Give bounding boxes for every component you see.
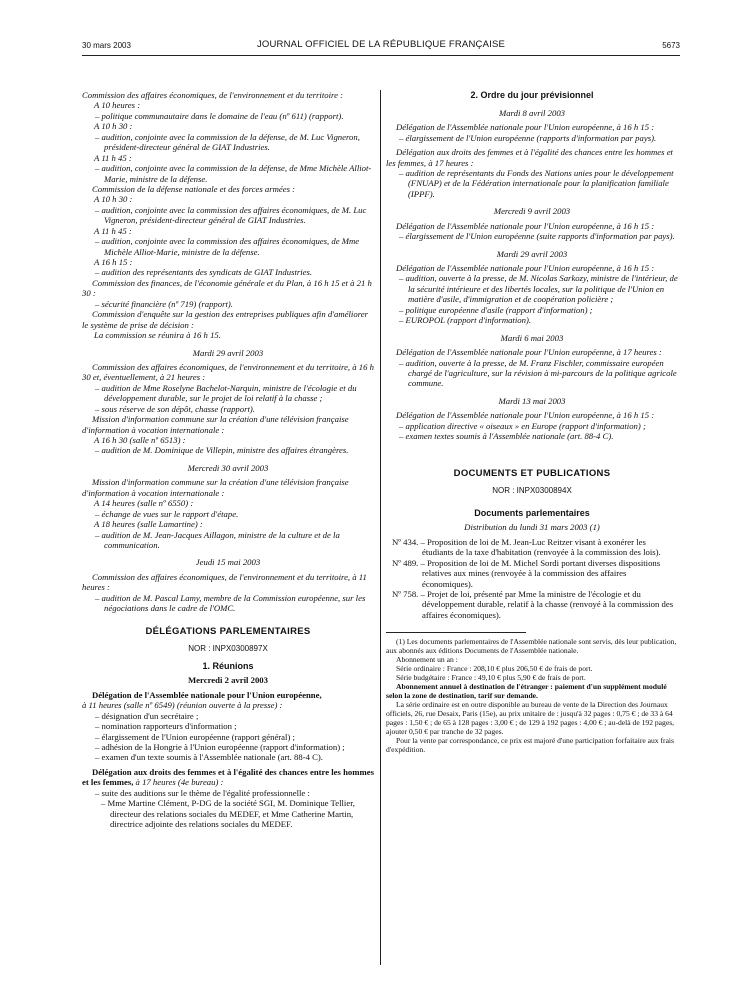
nor-reference: NOR : INPX0300894X (492, 486, 572, 495)
agenda-note: La commission se réunira à 16 h 15. (94, 330, 221, 341)
document-entry: Nº 434. – Proposition de loi de M. Jean-Luc Reitzer visant à exonérer les étudiants de la taxe d'habitation (renvoyée à la commission des lois). (392, 536, 661, 558)
date-heading: Mardi 13 mai 2003 (498, 395, 566, 406)
left-column (82, 90, 374, 829)
meeting-time: à 11 heures (salle nº 6549) (réunion ouverte à la presse) : (82, 700, 283, 711)
date-heading: Mercredi 9 avril 2003 (493, 206, 571, 217)
date-heading: Mardi 8 avril 2003 (498, 107, 566, 118)
document-entry: Nº 489. – Proposition de loi de M. Michel Sordi portant diverses dispositions relatives aux mines (renvoyée à la commission des affaires économiques). (392, 557, 661, 589)
nor-reference: NOR : INPX0300897X (188, 643, 268, 653)
agenda-subitem: – Mme Martine Clément, P-DG de la société SGI, M. Dominique Tellier, directeur des relations sociales du MEDEF, et Mme Catherine Martin, directrice adjointe des relations sociales du MEDEF. (101, 798, 355, 830)
agenda-item: – audition de M. Dominique de Villepin, ministre des affaires étrangères. (95, 445, 349, 456)
footnote-line: Série budgétaire : France : 49,10 € plus 5,90 € de frais de port. (396, 673, 586, 683)
date-heading: Mardi 6 mai 2003 (500, 332, 564, 343)
delegation-heading: Délégation de l'Assemblée nationale pour l'Union européenne, à 16 h 15 : (396, 122, 655, 133)
agenda-item: – audition de M. Jean-Jacques Aillagon, ministre de la culture et de la communication. (95, 529, 340, 550)
footnote-line: Pour la vente par correspondance, ce prix est majoré d'une participation forfaitaire aux frais d'expédition. (386, 735, 674, 754)
time-line: A 11 h 45 : (94, 225, 132, 236)
time-line: A 14 heures (salle nº 6550) : (94, 498, 194, 509)
agenda-item: – adhésion de la Hongrie à l'Union européenne (rapport d'information) ; (95, 741, 345, 752)
time-line: A 11 h 45 : (94, 152, 132, 163)
page-number: 5673 (662, 41, 680, 50)
agenda-item: – examen d'un texte soumis à l'Assemblée nationale (art. 88-4 C). (95, 752, 323, 763)
agenda-item: – élargissement de l'Union européenne (suite rapports d'information par pays). (399, 231, 675, 242)
delegation-name: Délégation de l'Assemblée nationale pour l'Union européenne, (92, 689, 322, 700)
subsection-title: Documents parlementaires (474, 507, 590, 518)
committee-heading: Commission d'enquête sur la gestion des entreprises publiques afin d'améliorer le système de prise de décision : (82, 309, 368, 330)
agenda-item: – sous réserve de son dépôt, chasse (rapport). (95, 403, 255, 414)
agenda-item: – audition, ouverte à la presse, de M. Franz Fischler, commissaire européen chargé de l'agriculture, sur la révision à mi-parcours de la politique agricole commune. (399, 357, 677, 389)
agenda-item: – suite des auditions sur le thème de l'égalité professionnelle : (95, 787, 310, 798)
time-line: A 10 heures : (94, 100, 141, 111)
agenda-item: – EUROPOL (rapport d'information). (399, 315, 532, 326)
footnote-line: Abonnement annuel à destination de l'étranger : paiement d'un supplément modulé selon la zone de destination, tarif sur demande. (386, 682, 667, 701)
delegation-heading: Délégation aux droits des femmes et à l'égalité des chances entre les hommes et les femmes, à 17 heures : (386, 147, 673, 168)
agenda-item: – examen textes soumis à l'Assemblée nationale (art. 88-4 C). (399, 431, 614, 442)
footnote-line: Série ordinaire : France : 208,10 € plus 206,50 € de frais de port. (396, 664, 593, 674)
agenda-item: – audition, conjointe avec la commission des affaires économiques, de Mme Michèle Alliot-Marie, ministre de la défense. (95, 236, 360, 257)
time-line: A 16 h 15 : (94, 257, 133, 267)
delegation-heading: Délégation de l'Assemblée nationale pour l'Union européenne, à 16 h 15 : (396, 410, 655, 421)
agenda-item: – audition, conjointe avec la commission de la défense, de M. Luc Vigneron, président-directeur général de GIAT Industries. (95, 131, 360, 153)
document-entry: Nº 758. – Projet de loi, présenté par Mme la ministre de l'écologie et du développement durable, relatif à la chasse (renvoyé à la commission des affaires économiques). (392, 589, 674, 620)
agenda-item: – audition de Mme Roselyne Bachelot-Narquin, ministre de l'écologie et du développement durable, sur le projet de loi relatif à la chasse ; (95, 382, 357, 404)
section-title: DÉLÉGATIONS PARLEMENTAIRES (145, 625, 311, 637)
distribution-date: Distribution du lundi 31 mars 2003 (1) (464, 522, 600, 533)
date-heading: Jeudi 15 mai 2003 (195, 557, 261, 568)
agenda-item: – élargissement de l'Union européenne (rapports d'information par pays). (399, 132, 657, 143)
agenda-item: – audition, conjointe avec la commission des affaires économiques, de M. Luc Vigneron, président-directeur général de GIAT Industries. (95, 204, 367, 226)
delegation-heading: Délégation de l'Assemblée nationale pour l'Union européenne, à 16 h 15 : (396, 263, 655, 274)
date-heading: Mercredi 30 avril 2003 (187, 462, 269, 473)
footnote-rule (386, 632, 526, 633)
agenda-item: – échange de vues sur le rapport d'étape. (95, 508, 239, 519)
footnote-line: La série ordinaire est en outre disponible au bureau de vente de la Direction des Journaux officiels, 26, rue Desaix, Paris (15e), au prix unitaire de : jusqu'à 32 pages : 0,75 € ; de 33 à 64 pages : 1,50 € ; de 65 à 128 pages : 3,00 € ; de 129 à 192 pages : 4,00 € ; au-delà de 192 pages, ajouter 0,50 € par tranche de 32 pages. (386, 700, 675, 736)
committee-heading: Commission des finances, de l'économie générale et du Plan, à 16 h 15 et à 21 h 30 : (82, 277, 372, 299)
agenda-item: – nomination rapporteurs d'information ; (95, 721, 237, 732)
agenda-item: – audition, conjointe avec la commission de la défense, de Mme Michèle Alliot-Marie, ministre de la défense. (95, 163, 372, 184)
footnote-line: Abonnement un an : (396, 655, 458, 665)
delegation-heading: Délégation de l'Assemblée nationale pour l'Union européenne, à 16 h 15 : (396, 220, 655, 231)
committee-heading: Commission des affaires économiques, de l'environnement et du territoire, à 16 h 30 et, éventuellement, à 21 heures : (82, 361, 374, 383)
date-heading: Mercredi 2 avril 2003 (187, 675, 268, 686)
date-heading: Mardi 29 avril 2003 (192, 347, 264, 358)
agenda-item: – audition de représentants du Fonds des Nations unies pour le développement (FNUAP) et de la Fédération internationale pour la planification familiale (IPPF). (399, 167, 674, 199)
time-line: A 18 heures (salle Lamartine) : (94, 519, 203, 530)
time-line: A 10 h 30 : (94, 194, 133, 205)
journal-title: JOURNAL OFFICIEL DE LA RÉPUBLIQUE FRANÇAISE (256, 39, 506, 50)
header-date: 30 mars 2003 (82, 41, 131, 50)
delegation-meeting (82, 767, 374, 788)
subsection-title: 2. Ordre du jour prévisionnel (470, 90, 594, 100)
committee-heading: Mission d'information commune sur la création d'une télévision française d'information à vocation internationale : (82, 414, 349, 435)
agenda-item: – élargissement de l'Union européenne (rapport général) ; (95, 731, 295, 742)
committee-heading: Commission de la défense nationale et des forces armées : (92, 183, 296, 194)
time-line: A 10 h 30 : (94, 121, 133, 132)
meeting-time: à 17 heures (4e bureau) : (135, 777, 224, 788)
date-heading: Mardi 29 avril 2003 (496, 248, 568, 259)
header-rule (82, 55, 680, 56)
column-divider (380, 90, 381, 965)
delegation-name: Délégation aux droits des femmes et à l'égalité des chances entre les hommes et les femmes, (82, 766, 374, 788)
agenda-item: – politique communautaire dans le domaine de l'eau (nº 611) (rapport). (95, 110, 344, 121)
committee-heading: Commission des affaires économiques, de l'environnement et du territoire : (82, 90, 343, 100)
footnote: (1) Les documents parlementaires de l'Assemblée nationale sont servis, dès leur publication, aux abonnés aux éditions Documents de l'Assemblée nationale. (386, 637, 677, 656)
delegation-meeting (82, 690, 374, 711)
time-line: A 16 h 30 (salle nº 6513) : (94, 435, 186, 445)
delegation-heading: Délégation de l'Assemblée nationale pour l'Union européenne, à 17 heures : (396, 347, 662, 358)
right-column (386, 90, 678, 755)
agenda-item: – désignation d'un secrétaire ; (95, 710, 199, 721)
agenda-item: – audition de M. Pascal Lamy, membre de la Commission européenne, sur les négociations dans le cadre de l'OMC. (95, 592, 366, 614)
agenda-item: – application directive « oiseaux » en Europe (rapport d'information) ; (399, 420, 646, 431)
section-title: DOCUMENTS ET PUBLICATIONS (453, 467, 611, 479)
agenda-item: – sécurité financière (nº 719) (rapport). (95, 298, 233, 309)
page-header (82, 39, 680, 53)
agenda-item: – politique européenne d'asile (rapport d'information) ; (399, 304, 593, 315)
agenda-item: – audition, ouverte à la presse, de M. Nicolas Sarkozy, ministre de l'intérieur, de la sécurité intérieure et des libertés locales, sur la politique de l'Union en matière d'asile, d'immigration et de coopération policière ; (399, 273, 678, 305)
committee-heading: Mission d'information commune sur la création d'une télévision française d'information à vocation internationale : (82, 477, 349, 498)
agenda-item: – audition des représentants des syndicats de GIAT Industries. (95, 267, 313, 278)
committee-heading: Commission des affaires économiques, de l'environnement et du territoire, à 11 heures : (82, 571, 367, 593)
subsection-title: 1. Réunions (202, 660, 254, 671)
